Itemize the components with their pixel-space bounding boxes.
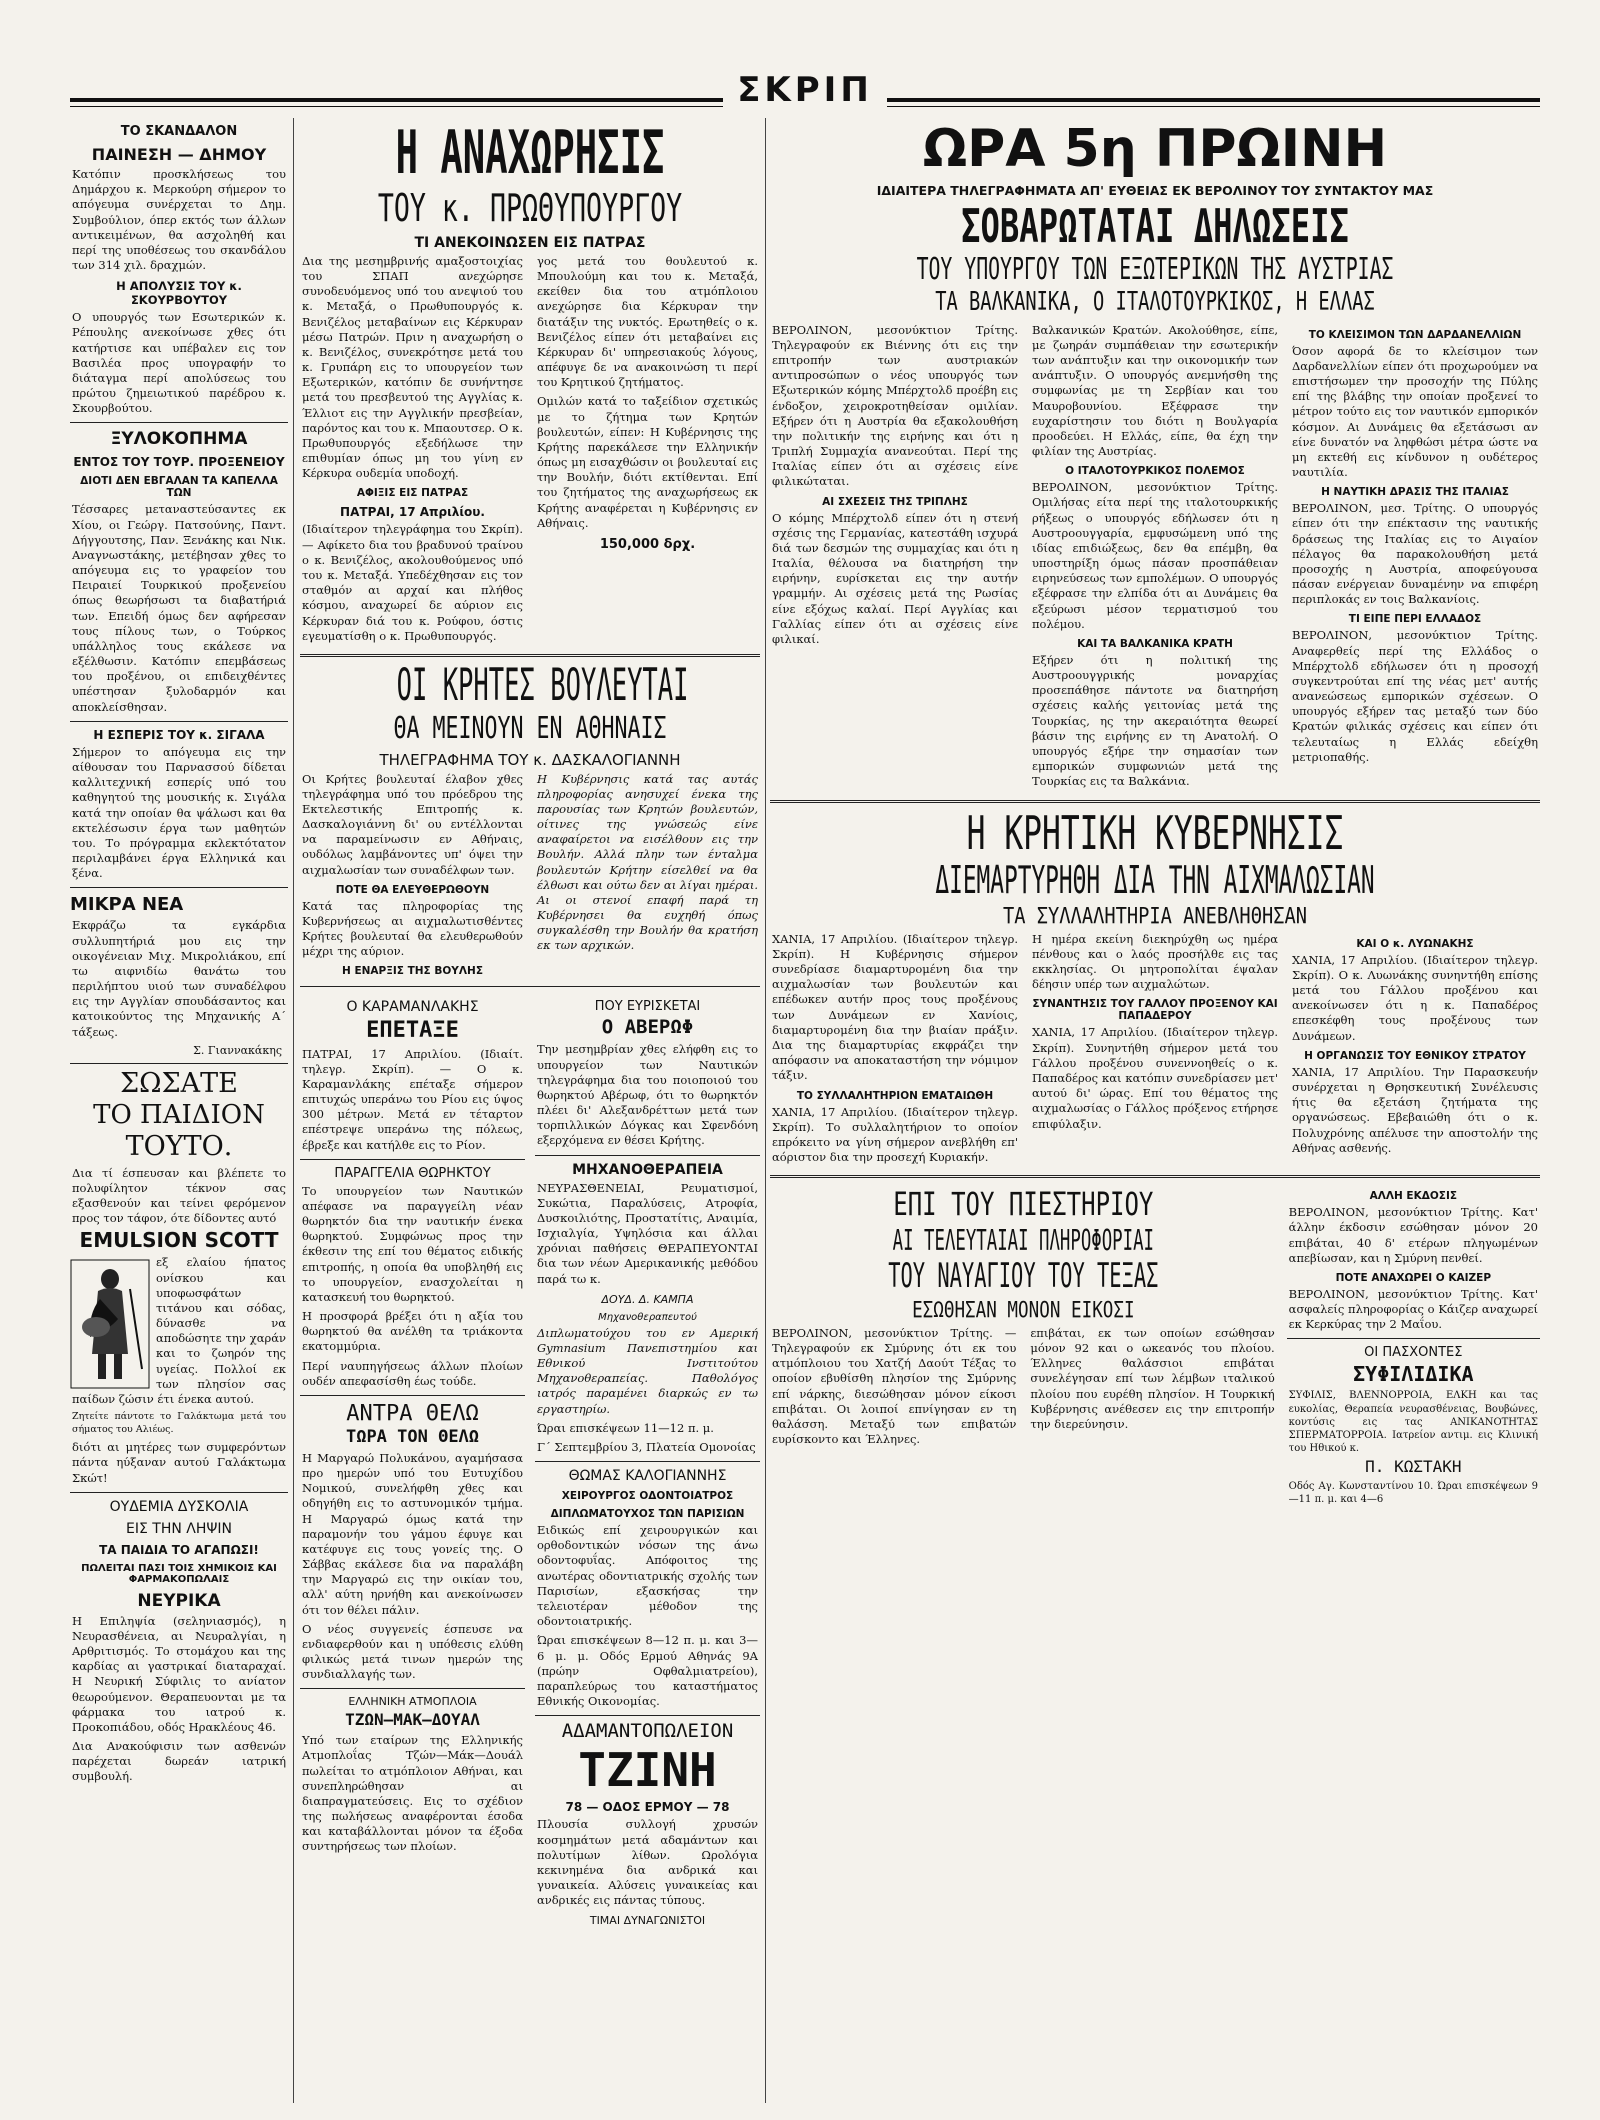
deck: ΤΙ ΑΝΕΚΟΙΝΩΣΕΝ ΕΙΣ ΠΑΤΡΑΣ <box>414 234 646 251</box>
column-divider <box>293 118 294 2103</box>
headline: Η ΚΡΗΤΙΚΗ ΚΥΒΕΡΝΗΣΙΣ <box>966 805 1344 860</box>
article-body: Υπό των εταίρων της Ελληνικής Ατμοπλοΐας Τζών—Μάκ—Δουάλ πωλείται το ατμόπλοιον Αθήναι, και συνεπληρώθησαν αι διαπραγματεύσεις. Εις το σχέδιον της πωλήσεως αναφέρονται έσοδα και καταβάλλονται μόνον τα έξοδα συντηρήσεως των πλοίων. <box>302 1733 523 1854</box>
article-body: ΒΕΡΟΛΙΝΟΝ, μεσονύκτιον Τρίτης. Κατ' άλλην έκδοσιν εσώθησαν μόνον 20 επιβάται, 40 δ' ετέρων πληγωμένων απεβίωσαν, και η Σμύρνη πενθεί. <box>1288 1205 1538 1265</box>
headline: Η ΕΣΠΕΡΙΣ ΤΟΥ κ. ΣΙΓΑΛΑ <box>93 727 265 742</box>
amount: 150,000 δρχ. <box>599 536 696 552</box>
divider <box>300 1395 525 1396</box>
ad-body: Πλουσία συλλογή χρυσών κοσμημάτων μετά αδαμάντων και πολυτίμων λίθων. Ωρολόγια κεκινημένα δια ανδρικά και γυναικεία. Αλύσεις γυναικείας και ανδρικές εις πάντας τύπους. <box>537 1817 758 1908</box>
headline: ΠΑΙΝΕΣΗ — ΔΗΜΟΥ <box>91 145 267 164</box>
article-body: Η Κυβέρνησις κατά τας αυτάς πληροφορίας ανησυχεί ένεκα της παρουσίας των Κρητών βουλευτών, οίτινες της γνώσεώς είνε αναφαίρετοι να εισέλθουν εις την Βουλήν. Αλλά πλην των ένταλμα βουλευτών Κρήτην είσελθεί να θα έλθωσι και ούτω δεν αι λίγαι ημέραι. Αι οι στενοί επαφή παρά τη Κυβέρνησει θα ευχηθή όπως συγκαλέσθη την Βουλήν θα κρατήση εκ των αρχικών. <box>537 771 758 953</box>
subheadline: ΕΝΤΟΣ ΤΟΥ ΤΟΥΡ. ΠΡΟΞΕΝΕΙΟΥ <box>73 455 285 470</box>
ad-line: ΤΟΥΤΟ. <box>125 1131 233 1163</box>
headline: ΔΙΕΜΑΡΤΥΡΗΘΗ ΔΙΑ ΤΗΝ ΑΙΧΜΑΛΩΣΙΑΝ <box>935 857 1375 902</box>
divider <box>1287 1338 1540 1339</box>
article-cretan-government <box>770 805 1540 1170</box>
headline: Η ΑΝΑΧΩΡΗΣΙΣ <box>395 118 665 188</box>
headline: ΞΥΛΟΚΟΠΗΜΑ <box>110 429 248 450</box>
headline: ΑΝΤΡΑ ΘΕΛΩ <box>346 1400 479 1426</box>
ad-hours: Ώραι επισκέψεων 8—12 π. μ. και 3—6 μ. μ. Οδός Ερμού Αθηνάς 9Α (πρώην Οφθαλμιατρείου), παραπλεύρως του καταστήματος Εθνικής Οικονομίας. <box>537 1633 758 1709</box>
subheadline: ΚΑΙ ΤΑ ΒΑΛΚΑΝΙΚΑ ΚΡΑΤΗ <box>1077 637 1233 650</box>
headline: ΟΙ ΚΡΗΤΕΣ ΒΟΥΛΕΥΤΑΙ <box>396 659 689 711</box>
ad-title: ΤΖΙΝΗ <box>578 1743 717 1798</box>
article-body: Ο υπουργός των Εσωτερικών κ. Ρέπουλης ανεκοίνωσε χθες ότι κατήρτισε και υπέβαλεν εις τον Βασιλέα προς υπογραφήν το διάταγμα περί απολύσεως του πρώτου ζημειωτικού παρέδρου κ. Σκουρβούτου. <box>72 310 286 416</box>
divider <box>300 1159 525 1160</box>
divider <box>300 1688 525 1689</box>
ad-caption: Ζητείτε πάντοτε το Γαλάκτωμα μετά του σήματος του Αλιέως. <box>72 1411 286 1435</box>
article-body: ΒΕΡΟΛΙΝΟΝ, μεσονύκτιον Τρίτης. Αναφερθείς περί της Ελλάδος ο Μπέρχτολδ εδήλωσεν ότι η προσοχή συγκεντρούται επί της νέας μετ' αυτής ανανεώσεως εμπορικών σχέσεων. Ο υπουργός εξήρεν τας μεταξύ των δύο Κρατών φιλικάς σχέσεις και είπεν ότι τελευταίως η Ελλάς εδείχθη μετριοπαθής. <box>1292 628 1538 764</box>
deck: ΙΔΙΑΙΤΕΡΑ ΤΗΛΕΓΡΑΦΗΜΑΤΑ ΑΠ' ΕΥΘΕΙΑΣ ΕΚ ΒΕΡΟΛΙΝΟΥ ΤΟΥ ΣΥΝΤΑΚΤΟΥ ΜΑΣ <box>876 182 1434 198</box>
headline: ΘΑ ΜΕΙΝΟΥΝ ΕΝ ΑΘΗΝΑΙΣ <box>393 711 667 747</box>
ad-emulsion-scott <box>70 1067 288 1486</box>
article-body: Κατά τας πληροφορίας της Κυβερνήσεως αι αιχμαλωτισθέντες Κρήτες βουλευταί θα ελευθερωθούν μέχρι της αύριον. <box>302 898 523 959</box>
ad-tagline: ΤΙΜΑΙ ΔΥΝΑΓΩΝΙΣΤΟΙ <box>589 1914 706 1928</box>
divider <box>770 1175 1540 1178</box>
headline: ΣΟΒΑΡΩΤΑΤΑΙ ΔΗΛΩΣΕΙΣ <box>961 198 1349 253</box>
ad-line: ΟΥΔΕΜΙΑ ΔΥΣΚΟΛΙΑ <box>109 1498 249 1515</box>
headline: ΤΟΥ κ. ΠΡΩΘΥΠΟΥΡΓΟΥ <box>377 186 683 230</box>
deck: ΔΙΟΤΙ ΔΕΝ ΕΒΓΑΛΑΝ ΤΑ ΚΑΠΕΛΛΑ ΤΩΝ <box>80 475 278 500</box>
article-body: (Ιδιαίτερον τηλεγράφημα του Σκρίπ). — Αφίκετο δια του βραδυνού τραίνου ο κ. Βενιζέλος, ακολουθούμενος υπό του κ. Μεταξά. Υπεδέχθησαν εις τον σταθμόν αι αρχαί και πλήθος κόσμου, αναχωρεί δε αύριον εις Κέρκυραν διά του κ. Ρούφου, όστις εγευματίσθη ο κ. Πρωθυπουργός. <box>302 522 523 643</box>
article-body: Την μεσημβρίαν χθες ελήφθη εις το υπουργείον των Ναυτικών τηλεγράφημα δια του ποιοποιού του θωρηκτού Αβέρωφ, ότι το θωρηκτόν πλέει δι' Αλεξανδρέττων μετά των τορπιλλικών Δόγκας και Σφενδόνη εξερχόμενα εν θέσει Κρήτης. <box>537 1042 758 1148</box>
ad-body: Δια Ανακούφισιν των ασθενών παρέχεται δωρεάν ιατρική συμβουλή. <box>72 1739 286 1784</box>
ad-line: ΤΟ ΠΑΙΔΙΟΝ <box>93 1100 265 1131</box>
ad-line: ΤΑ ΠΑΙΔΙΑ ΤΟ ΑΓΑΠΩΣΙ! <box>99 1542 259 1557</box>
ad-line: ΣΩΣΑΤΕ <box>120 1067 238 1099</box>
ad-subtitle: ΧΕΙΡΟΥΡΓΟΣ ΟΔΟΝΤΟΙΑΤΡΟΣ <box>561 1490 734 1503</box>
divider <box>70 1063 288 1064</box>
headline-lead: ΩΡΑ 5η ΠΡΩΙΝΗ <box>922 119 1388 179</box>
subheadline: ΑΦΙΞΙΣ ΕΙΣ ΠΑΤΡΑΣ <box>356 487 469 500</box>
subheadline: ΣΥΝΑΝΤΗΣΙΣ ΤΟΥ ΓΑΛΛΟΥ ΠΡΟΞΕΝΟΥ ΚΑΙ ΠΑΠΑΔΕΡΟΥ <box>1032 998 1278 1023</box>
article-body: Ο νέος συγγενείς έσπευσε να ενδιαφερθούν και η υπόθεσις ελύθη φιλικώς μετά τινων ημερών της συνδιαλλαγής των. <box>302 1621 523 1682</box>
masthead <box>70 70 1540 110</box>
ad-body: Δια τί έσπευσαν και βλέπετε το πολυφίλητον τέκνον σας εξασθενούν και τείνει φερόμενον προς τον τάφον, ότε δίδοντες αυτό <box>72 1165 286 1226</box>
article-body: Βαλκανικών Κρατών. Ακολούθησε, είπε, με ζωηράν συμπάθειαν την εσωτερικήν των ανάπτυξιν και την οικονομικήν των ανάπτυξιν. Ο υπουργός ανεμνήσθη της συμφωνίας με τη Σερβίαν και του Μαυροβουνίου. Εξέφρασε την ευχαρίστησιν του διότι η Βουλγαρία προοδεύει. Η Ελλάς, είπε, θα έχη την φιλίαν της Αυστρίας. <box>1032 322 1278 459</box>
divider <box>70 422 288 423</box>
divider <box>300 654 760 657</box>
ad-address: 78 — ΟΔΟΣ ΕΡΜΟΥ — 78 <box>565 1800 730 1815</box>
divider <box>535 1155 760 1156</box>
divider <box>770 800 1540 803</box>
article-body: Ο κόμης Μπέρχτολδ είπεν ότι η στενή σχέσις της Γερμανίας, κατεστάθη ισχυρά διά των δεσμών της συμμαχίας και ότι η Ιταλία, θέλουσα να διατηρήση την ειρήνην, ευρίσκεται εις την αυτήν γραμμήν. Αι σχέσεις μετά της Ρωσίας είνε εξόχως καλαί. Περί Αγγλίας και Γαλλίας είπεν ότι αι σχέσεις είνε φιλικαί. <box>772 510 1018 646</box>
article-body: γος μετά του θουλευτού κ. Μπουλούμη και του κ. Μεταξά, εκείθεν δια του ατμόπλοιου ανεχώρησε δια Κέρκυραν την διατάξιν της νυκτός. Ερωτηθείς ο κ. Βενιζέλος είπεν ότι μεταβαίνει εις Κέρκυραν δι' υπηρεσιακούς λόγους, απέφυγε δε να ανακοινώση τι περί του Κρητικού ζητήματος. <box>537 253 758 390</box>
ad-body: ΣΥΦΙΛΙΣ, ΒΛΕΝΝΟΡΡΟΙΑ, ΕΛΚΗ και τας ευκολίας, Θεραπεία νευρασθένειας, Βουβώνες, κοντύσις εις τας ΑΝΙΚΑΝΟΤΗΤΑΣ ΣΠΕΡΜΑΤΟΡΡΟΙΑ. Ιατρείον αντιμ. εις Κλινική του Ηθικού κ. <box>1288 1390 1538 1455</box>
ad-title: ΜΗΧΑΝΟΘΕΡΑΠΕΙΑ <box>572 1161 723 1178</box>
headline: ΤΑ ΒΑΛΚΑΝΙΚΑ, Ο ΙΤΑΛΟΤΟΥΡΚΙΚΟΣ, Η ΕΛΛΑΣ <box>935 287 1375 318</box>
subheadline: ΑΙ ΣΧΕΣΕΙΣ ΤΗΣ ΤΡΙΠΛΗΣ <box>822 495 968 508</box>
divider <box>70 721 288 722</box>
ad-hours: Ώραι επισκέψεων 11—12 π. μ. <box>537 1420 714 1435</box>
article-body: ΒΕΡΟΛΙΝΟΝ, μεσ. Τρίτης. Ο υπουργός είπεν ότι την επέκτασιν της ναυτικής δράσεως της Ιταλίας εις το Αιγαίον πέλαγος θα παρακολουθήση μετά προσοχής η Αυστρία, αποφεύγουσα πάσαν ενέργειαν δυναμένην να επιφέρη περιπλοκάς εν τοις Βαλκανίοις. <box>1292 501 1538 607</box>
article-cretan-mps <box>300 659 760 981</box>
ad-body: ΝΕΥΡΑΣΘΕΝΕΙΑΙ, Ρευματισμοί, Συκώτια, Παραλύσεις, Ατροφία, Δυσκοιλιότης, Προστατίτις, Αναιμία, Ισχιαλγία, Υψηλόσια και άλλαι χρόνιαι παθήσεις ΘΕΡΑΠΕΥΟΝΤΑΙ δια των νέων Αμερικανικής μεθόδου παρά τω κ. <box>537 1180 758 1286</box>
article-andra-thelo <box>300 1402 525 1683</box>
headline: ΕΠΕΤΑΞΕ <box>366 1018 459 1044</box>
headline: Η ΑΠΟΛΥΣΙΣ ΤΟΥ κ. ΣΚΟΥΡΒΟΥΤΟΥ <box>116 279 242 308</box>
ad-body: Ειδικώς επί χειρουργικών και ορθοδοντικών νόσων της άνω οδοντοφυΐας. Απόφοιτος της ανωτέρας οδοντιατρικής σχολής των Παρισίων, εξασκήσας την τελειοτέραν μέθοδον της οδοντοιατρικής. <box>537 1523 758 1629</box>
column-divider <box>765 118 766 2103</box>
column-right <box>770 118 1540 2103</box>
ad-line: ΕΙΣ ΤΗΝ ΛΗΨΙΝ <box>126 1520 232 1537</box>
headline: ΤΖΩΝ—ΜΑΚ—ΔΟΥΑΛ <box>345 1710 480 1730</box>
subheadline: Η ΕΝΑΡΞΙΣ ΤΗΣ ΒΟΥΛΗΣ <box>342 965 483 978</box>
article-body: Ομιλών κατά το ταξείδιον σχετικώς με το ζήτημα των Κρητών βουλευτών, είπεν: Η Κυβέρνησις της Κρήτης παρεκάλεσε την Ελληνικήν όπως μη εισαχθώσιν οι βουλευταί εις την Βουλήν, διότι εκτίθενται. Επί του ζητήματος της αναχωρήσεως εκ Κρήτης αναφέρεται η Κυβέρνησις εν Αθήναις. <box>537 394 758 530</box>
headline: ΤΩΡΑ ΤΟΝ ΘΕΛΩ <box>345 1427 480 1448</box>
article-body: Δια της μεσημβρινής αμαξοστοιχίας του ΣΠΑΠ ανεχώρησε συνοδευόμενος υπό του ανεψιού του κ. Μεταξά, ο Πρωθυπουργός κ. Βενιζέλος μεταβαίνων εις Κέρκυραν μέσω Πατρών. Πριν η αναχωρήση ο κ. Βενιζέλος, συνεκρότησε μετά του κ. Γρυπάρη εις το υπουργείον των Εξωτερικών, κατόπιν δε συνήντησε μετά του πρεσβευτού της Αγγλίας κ. Έλλιοτ εις την Αγγλικήν πρεσβείαν, παρόντος και του κ. Μπαουτσερ. Ο κ. Πρωθυπουργός εξεδήλωσε την επιθυμίαν όπως μη του γίνη εν Κέρκυρα ουδεμία υποδοχή. <box>302 253 523 481</box>
headline: ΕΣΩΘΗΣΑΝ ΜΟΝΟΝ ΕΙΚΟΣΙ <box>912 1297 1135 1323</box>
ad-body: Διπλωματούχου του εν Αμερική Gymnasium Πανεπιστημίου και Εθνικού Ινστιτούτου Μηχανοθεραπείας. Παθολόγος ιατρός παραμένει διαρκώς εν τω εργαστηρίω. <box>537 1325 758 1416</box>
subheadline: Η ΟΡΓΑΝΩΣΙΣ ΤΟΥ ΕΘΝΙΚΟΥ ΣΤΡΑΤΟΥ <box>1304 1049 1526 1062</box>
ad-line: ΠΩΛΕΙΤΑΙ ΠΑΣΙ ΤΟΙΣ ΧΗΜΙΚΟΙΣ ΚΑΙ ΦΑΡΜΑΚΟΠΩΛΑΙΣ <box>81 1562 277 1585</box>
article-body: Τέσσαρες μεταναστεύσαντες εκ Χίου, οι Γεώργ. Πατσούνης, Παντ. Δήγγουτσης, Παν. Ξενάκης και Νικ. Αναγνωστάκης, μετέβησαν χθες το απόγευμα εις το γραφείον του Πειραιεί Τουρκικού προξενείου όπως θεωρήσωσι τα διαβατήριά των. Επειδή όμως δεν αφήρεσαν τους πίλους των, ο Τούρκος υπάλληλος τους εκάλεσε να εξέλθωσιν. Κατόπιν επεμβάσεως του προξένου, οι επιδειχθέντες υπέστησαν ξυλοδαρμόν και αποκλείσθησαν. <box>72 502 286 714</box>
signature: Σ. Γιαννακάκης <box>193 1043 282 1057</box>
article-body: Η Μαργαρώ Πολυκάνου, αγαμήσασα προ ημερών υπό του Ευτυχίδου Νομικού, συνελήφθη χθες και οδηγήθη εις το αστυνομικόν τμήμα. Η Μαργαρώ όμως κατά την παραμονήν του γάμου έφυγε και κατέφυγε εις τους γονείς της. Ο Σάββας εκάλεσε δια να παραλάβη την Μαργαρώ εις την οικίαν του, αλλ' αύτη ηρνήθη και ανεκοίνωσεν ότι τον θέλει πάλιν. <box>302 1450 523 1617</box>
article-small-news <box>70 894 288 1056</box>
article-karamanlakis <box>300 999 525 1152</box>
article-resignation <box>70 279 288 416</box>
subheadline: ΠΟΤΕ ΘΑ ΕΛΕΥΘΕΡΩΘΟΥΝ <box>335 883 490 896</box>
subheadline: ΚΑΙ Ο κ. ΛΥΩΝΑΚΗΣ <box>1356 937 1474 950</box>
subheadline: ΤΟ ΚΛΕΙΣΙΜΟΝ ΤΩΝ ΔΑΡΔΑΝΕΛΛΙΩΝ <box>1308 328 1522 341</box>
headline: Ο ΚΑΡΑΜΑΝΛΑΚΗΣ <box>346 999 479 1016</box>
article-body: ΧΑΝΙΑ, 17 Απριλίου. (Ιδιαίτερον τηλεγρ. Σκρίπ). Ο κ. Λυωνάκης συνηντήθη επίσης μετά του Γάλλου προξένου και ανεκοίνωσεν ότι η κ. Παπαδέρος επεσκέφθη τους προξένους των Δυνάμεων. <box>1292 952 1538 1043</box>
ad-syphilis <box>1287 1345 1540 1506</box>
fisherman-illustration <box>70 1259 150 1389</box>
ad-subtitle: ΔΙΠΛΩΜΑΤΟΥΧΟΣ ΤΩΝ ΠΑΡΙΣΙΩΝ <box>550 1508 745 1521</box>
divider <box>300 986 760 987</box>
ad-brand: EMULSION SCOTT <box>79 1228 279 1253</box>
deck: ΤΗΛΕΓΡΑΦΗΜΑ ΤΟΥ κ. ΔΑΣΚΑΛΟΓΙΑΝΝΗ <box>379 750 681 769</box>
ad-kalogiannis <box>535 1468 760 1709</box>
article-body: Εξήρεν ότι η πολιτική της Αυστροουγγρικής μοναρχίας προσεπάθησε πάντοτε να διατηρήση σχέσεις καλής γειτονίας μετά της Τουρκίας, ης την ακεραιότητα θεωρεί βάσιν της ειρήνης εν τη Ανατολή. Ο υπουργός εξήρε την σημασίαν των εμπορικών συμφωνιών μετά της Τουρκίας εις τα Βαλκάνια. <box>1032 652 1278 789</box>
subheadline: ΑΛΛΗ ΕΚΔΟΣΙΣ <box>1369 1190 1458 1203</box>
article-pm-departure <box>300 118 760 648</box>
article-body: Εκφράζω τα εγκάρδια συλλυπητήριά μου εις την οικογένειαν Μιχ. Μικρολιάκου, επί τω αιφνιδίω θανάτω του περιλήπτου υιού των συναδέλφου εις την Αγγλίαν σπουδάσαντος και κατοικούντος της Μηχανικής Α΄ τάξεως. <box>72 918 286 1039</box>
article-body: ΠΑΤΡΑΙ, 17 Απριλίου. (Ιδιαίτ. τηλεγρ. Σκρίπ). — Ο κ. Καραμανλάκης επέταξε σήμερον επιτυχώς υπεράνω του Ρίου εις ύψος 300 μέτρων. Μετά εν τέταρτον επέστρεψε υπεράνω της πόλεως, έβρεξε και κατήλθε εις το Ρίον. <box>302 1046 523 1152</box>
ad-body: εξ ελαίου ήπατος ονίσκου και υποφωσφάτων τιτάνου και σόδας, δύνασθε να αποδώσητε την χαράν και το ζωηρόν της υγείας. Πολλοί εκ των πλησίον σας παίδων ζώσιν έτι ένεκα αυτού. <box>72 1255 286 1406</box>
ad-address: Γ΄ Σεπτεμβρίου 3, Πλατεία Ομονοίας <box>537 1439 756 1454</box>
article-body: ΧΑΝΙΑ, 17 Απριλίου. (Ιδιαίτερον τηλεγρ. Σκρίπ). Το συλλαλητήριον το οποίον επρόκειτο να γίνη σήμερον ανεβλήθη επ' αόριστον δια την προσεχή Κυριακήν. <box>772 1104 1018 1165</box>
article-body: ΧΑΝΙΑ, 17 Απριλίου. Την Παρασκευήν συνέρχεται η Θρησκευτική Συνέλευσις ήτις θα εξετάση ζητήματα της οργανώσεως. Εβεβαιώθη ότι ο κ. Πολυχρόνης απέλυσε την αποστολήν της Αθήνας ασθενής. <box>1292 1064 1538 1155</box>
ad-title: ΑΔΑΜΑΝΤΟΠΩΛΕΙΟΝ <box>561 1720 734 1743</box>
article-body: ΧΑΝΙΑ, 17 Απριλίου. (Ιδιαίτερον τηλεγρ. Σκρίπ). Η Κυβέρνησις σήμερον συνεδρίασε διαμαρτυρομένη δια την αιχμαλωσίαν των βουλευτών και επέδωκεν αυτήν προς τους προξένους των Δυνάμεων εν Χανίοις, διαμαρτυρομένη δια την βιαίαν πράξιν. Δια της διαμαρτυρίας εκφράζει την απόφασιν να αποκαταστήση την νόμιμον τάξιν. <box>772 931 1018 1083</box>
headline: ΠΑΡΑΓΓΕΛΙΑ ΘΩΡΗΚΤΟΥ <box>334 1165 491 1181</box>
headline: ΤΟΥ ΥΠΟΥΡΓΟΥ ΤΩΝ ΕΞΩΤΕΡΙΚΩΝ ΤΗΣ ΑΥΣΤΡΙΑΣ <box>916 251 1394 287</box>
ad-remedy <box>70 1499 288 1785</box>
article-xylo <box>70 429 288 714</box>
headline: ΕΛΛΗΝΙΚΗ ΑΤΜΟΠΛΟΙΑ <box>348 1695 477 1709</box>
divider <box>70 887 288 888</box>
column-middle <box>300 118 760 2103</box>
ad-mechanotherapy <box>535 1162 760 1456</box>
ad-title: ΣΥΦΙΛΙΔΙΚΑ <box>1353 1362 1474 1387</box>
article-body: ΧΑΝΙΑ, 17 Απριλίου. (Ιδιαίτερον τηλεγρ. Σκρίπ). Συνηντήθη σήμερον μετά του Γάλλου προξένου συνεννοηθείς ο κ. Παπαδέρος και κατόπιν συνεδρίασεν μετ' αυτού δι' ώρας. Επί του θέματος της αιχμαλωσίας ο Γάλλος πρόξενος ετήρησε επιφύλαξιν. <box>1032 1025 1278 1131</box>
divider <box>535 1715 760 1716</box>
article-sigalas <box>70 728 288 882</box>
ad-body: Η Επιληψία (σεληνιασμός), η Νευρασθένεια, αι Νευραλγίαι, η Αρθριτισμός. Το στομάχου και της καρδίας αι γαστρικαί διαταραχαί. Η Νευρική Σύφιλις το ανίατον θεωρούμενον. Θεραπευονται με τα φάρμακα του ιατρού κ. Προκοπιάδου, οδός Ηρακλέους 46. <box>72 1613 286 1734</box>
headline-kicker: ΤΟ ΣΚΑΝΔΑΛΟΝ <box>120 124 238 139</box>
headline: ΜΙΚΡΑ ΝΕΑ <box>70 894 184 916</box>
ad-diamond-shop <box>535 1722 760 1927</box>
ad-name: ΔΟΥΔ. Δ. ΚΑΜΠΑ <box>601 1292 694 1306</box>
article-body: επιβάται, εκ των οποίων εσώθησαν μόνον 92 και ο ωκεανός του πλοίου. Έλληνες θαλάσσιοι επιβάται συνελέγησαν επί των λέμβων ιταλικού πλοίου που ευρέθη πλησίον. Η Τουρκική Κυβέρνησις ανέθεσεν εις την επιτροπήν την διερεύνησιν. <box>1030 1325 1275 1431</box>
article-body: Το υπουργείον των Ναυτικών απέφασε να παραγγείλη νέαν θωρηκτόν δια την ναυτικήν ένεκα θωρηκτού. Συμφώνως προς την έκθεσιν της επί του θέματος ειδικής επιτροπής, η οποία θα υποβληθή εις το υπουργείον, ενασχολείται η κατασκευή του θωρηκτού. <box>302 1183 523 1304</box>
headline: Ο ΑΒΕΡΩΦ <box>601 1016 694 1039</box>
article-body: Η ημέρα εκείνη διεκηρύχθη ως ημέρα πένθους και ο λαός προσήλθε εις τας εκκλησίας. Οι μητροπολίται έψαλαν δέησιν υπέρ των αιχμαλώτων. <box>1032 931 1278 992</box>
subheadline: ΤΟ ΣΥΛΛΑΛΗΤΗΡΙΟΝ ΕΜΑΤΑΙΩΘΗ <box>796 1089 994 1102</box>
article-body: ΒΕΡΟΛΙΝΟΝ, μεσονύκτιον Τρίτης. Ομιλήσας είτα περί της ιταλοτουρκικής ρήξεως ο υπουργός εδήλωσεν ότι η Αυστροουγγαρία, εμφυσώμενη υπό της ιδίας επιδιώξεως, δεν θα επέμβη, θα υποστηρίξη όμως πάσαν προσπάθειαν ειρηνεύσεως των εμπολέμων. Ο υπουργός εξέφρασε την ελπίδα ότι αι Δυνάμεις θα εξεύρωσι μέσον τερματισμού του πολέμου. <box>1032 480 1278 631</box>
headline: ΤΑ ΣΥΛΛΑΛΗΤΗΡΙΑ ΑΝΕΒΛΗΘΗΣΑΝ <box>1003 903 1307 929</box>
subheadline: Ο ΙΤΑΛΟΤΟΥΡΚΙΚΟΣ ΠΟΛΕΜΟΣ <box>1065 465 1245 478</box>
article-body: ΒΕΡΟΛΙΝΟΝ, μεσονύκτιον Τρίτης. Κατ' ασφαλείς πληροφορίας ο Κάιζερ αναχωρεί εκ Κερκύρας την 2 Μαΐου. <box>1288 1286 1538 1332</box>
divider <box>535 1461 760 1462</box>
ad-name: Π. ΚΩΣΤΑΚΗ <box>1365 1457 1462 1477</box>
headline: ΤΟΥ ΝΑΥΑΓΙΟΥ ΤΟΥ ΤΕΞΑΣ <box>888 1256 1159 1297</box>
column-left <box>70 118 288 2103</box>
article-body: ΒΕΡΟΛΙΝΟΝ, μεσονύκτιον Τρίτης. — Τηλεγραφούν εκ Σμύρνης ότι εκ του ατμόπλοιου του Χατζή Δαούτ Τέξας το οποίον εβυθίσθη πλησίον της Σμύρνης επί νάρκης, διεσώθησαν μόνον είκοσι επιβάται. Οι λοιποί επνίγησαν εν τη θαλάσση. Μεταξύ των επιβατών ευρίσκοντο και Έλληνες. <box>772 1325 1017 1447</box>
headline: ΠΟΥ ΕΥΡΙΣΚΕΤΑΙ <box>594 999 701 1015</box>
article-lead-berlin <box>770 119 1540 794</box>
ad-title: ΘΩΜΑΣ ΚΑΛΟΓΙΑΝΝΗΣ <box>568 1468 727 1485</box>
divider <box>70 1492 288 1493</box>
article-body: Περί ναυπηγήσεως άλλων πλοίων ουδέν απεφασίσθη έως τούδε. <box>302 1358 523 1388</box>
headline: ΑΙ ΤΕΛΕΥΤΑΙΑΙ ΠΛΗΡΟΦΟΡΙΑΙ <box>892 1223 1154 1257</box>
subheadline: ΤΙ ΕΙΠΕ ΠΕΡΙ ΕΛΛΑΔΟΣ <box>1348 613 1482 626</box>
article-body: Κατόπιν προσκλήσεως του Δημάρχου κ. Μερκούρη σήμερον το απόγευμα συνέρχεται το Δημ. Συμβούλιον, όπερ εκτός των άλλων αντικειμένων, θα ασχοληθή και περί της υποθέσεως του σκανδάλου των 314 χιλ. δραχμών. <box>72 167 286 273</box>
article-shipping <box>300 1695 525 1854</box>
dateline: ΠΑΤΡΑΙ, 17 Απριλίου. <box>340 505 485 520</box>
article-body: Σήμερον το απόγευμα εις την αίθουσαν του Παρνασσού δίδεται καλλιτεχνική εσπερίς υπό του καθηγητού της μουσικής κ. Σιγάλα κατά την οποίαν θα ψάλωσι και θα εκτελέσωσιν έργα των μαθητών του. Το πρόγραμμα εκλεκτότατον περιλαμβάνει έργα Ελληνικά και ξένα. <box>72 744 286 881</box>
subheadline: Η ΝΑΥΤΙΚΗ ΔΡΑΣΙΣ ΤΗΣ ΙΤΑΛΙΑΣ <box>1321 486 1509 499</box>
article-body: Η προσφορά βρέξει ότι η αξία του θωρηκτού θα ανέλθη τα τριάκοντα εκατομμύρια. <box>302 1309 523 1354</box>
ad-body: διότι αι μητέρες των συμφερόντων πάντα ηύξαναν αυτού Γαλάκτωμα Σκώτ! <box>72 1440 286 1485</box>
ad-title: ΝΕΥΡΙΚΑ <box>137 1590 221 1611</box>
article-body: Οι Κρήτες βουλευταί έλαβον χθες τηλεγράφημα υπό του πρόεδρου της Εκτελεστικής Επιτροπής κ. Δασκαλογιάννη δι' ου εντέλλονται να παραμείνωσιν εν Αθήναις, ουδόλως λαμβάνοντες υπ' όψει την αιχμαλωσίαν των συναδέλφων των. <box>302 771 523 877</box>
ad-address: Οδός Αγ. Κωνσταντίνου 10. Ώραι επισκέψεων 9—11 π. μ. και 4—6 <box>1288 1481 1538 1506</box>
article-averof <box>535 999 760 1148</box>
article-texas-wreck <box>770 1184 1540 1510</box>
article-battleship-order <box>300 1166 525 1389</box>
ad-title: ΟΙ ΠΑΣΧΟΝΤΕΣ <box>1364 1345 1463 1361</box>
newspaper-name: ΣΚΡΙΠ <box>723 70 887 110</box>
ad-role: Μηχανοθεραπευτού <box>598 1311 697 1323</box>
article-scandal <box>70 124 288 273</box>
article-body: ΒΕΡΟΛΙΝΟΝ, μεσονύκτιον Τρίτης. Τηλεγραφούν εκ Βιέννης ότι εις την επιτροπήν των αυστριακών αντιπροσώπων ο νέος υπουργός των Εξωτερικών κόμης Μπέρχτολδ προέβη εις ένδοξον, χειροκροτηθείσαν ομιλίαν. Εξήρεν ότι η Αυστρία θα εξακολουθήση την πολιτικήν της ειρήνης και ότι η Τριπλή Συμμαχία ανανεούται. Περί της Ιταλίας είπεν ότι αι σχέσεις είνε φιλικώταται. <box>772 322 1018 489</box>
subheadline: ΠΟΤΕ ΑΝΑΧΩΡΕΙ Ο ΚΑΙΖΕΡ <box>1335 1271 1492 1284</box>
headline: ΕΠΙ ΤΟΥ ΠΙΕΣΤΗΡΙΟΥ <box>893 1185 1154 1224</box>
article-body: Όσον αφορά δε το κλείσιμον των Δαρδανελλίων είπεν ότι προχωρούμεν να επιστήσωμεν την προσοχήν της Πύλης επί της βλάβης την οποίαν προξενεί το μέτρον τούτο εις τον ναυτικόν εμπορικόν κόσμον. Αι Δυνάμεις θα εξετάσωσι αν είνε δυνατόν να ληφθώσι μέτρα ώστε να μη εκτεθή εις κίνδυνον η ουδέτερος ναυτιλία. <box>1292 343 1538 480</box>
